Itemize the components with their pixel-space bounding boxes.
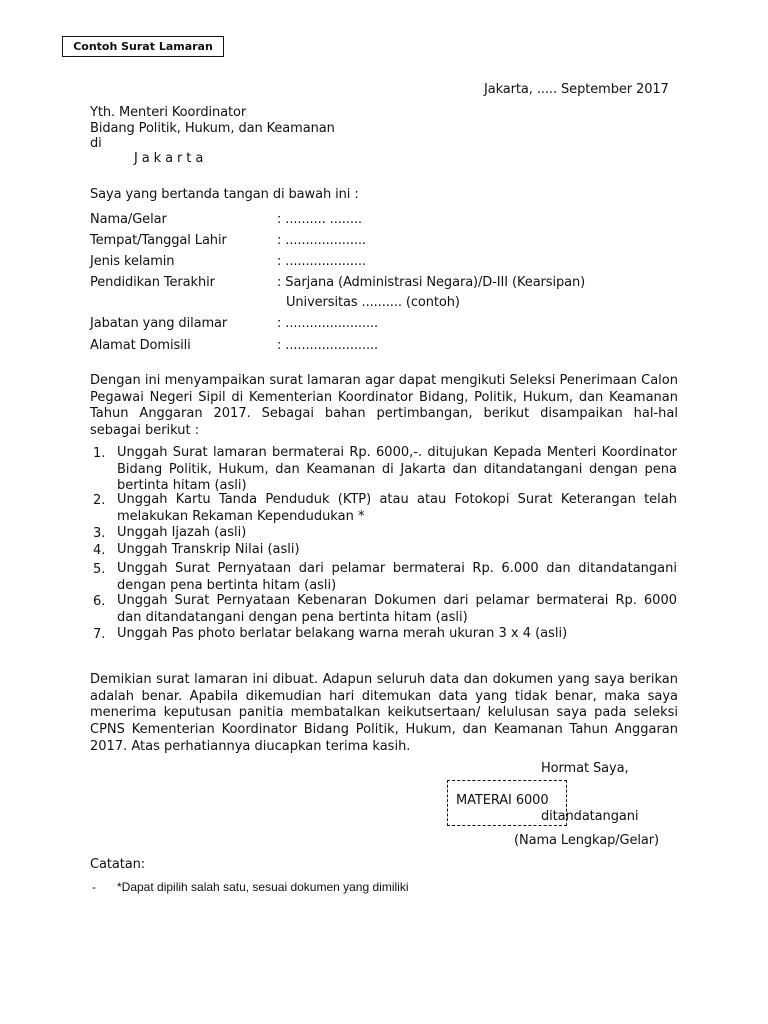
- list-item-line: Unggah Surat lamaran bermaterai Rp. 6000,-. ditujukan Kepada Menteri Koordinator: [117, 445, 677, 460]
- list-item: [117, 492, 677, 525]
- addressee-line-3: di: [90, 136, 102, 151]
- list-item-line: Unggah Surat Pernyataan Kebenaran Dokumen dari pelamar bermaterai Rp. 6000: [117, 593, 677, 608]
- list-item: [117, 525, 677, 542]
- paragraph-line: Pegawai Negeri Sipil di Kementerian Koordinator Bidang, Politik, Hukum, dan Keamanan: [90, 389, 678, 405]
- list-item-line: Bidang Politik, Hukum, dan Keamanan di Jakarta dan ditandatangani dengan pena: [117, 461, 677, 477]
- notes-text: *Dapat dipilih salah satu, sesuai dokumen yang dimiliki: [117, 880, 409, 894]
- field-label: Nama/Gelar: [90, 212, 167, 227]
- paragraph-line: sebagai berikut :: [90, 423, 200, 439]
- stamp-label: MATERAI 6000: [456, 793, 549, 808]
- list-item-line: Unggah Ijazah (asli): [117, 525, 247, 540]
- field-label: Tempat/Tanggal Lahir: [90, 233, 227, 248]
- list-item-line: dengan pena bertinta hitam (asli): [117, 577, 337, 593]
- list-item-line: Unggah Surat Pernyataan dari pelamar bermaterai Rp. 6.000 dan ditandatangani: [117, 561, 677, 576]
- paragraph-line: CPNS Kementerian Koordinator Bidang Politik, Hukum, dan Keamanan Tahun Anggaran: [90, 722, 678, 738]
- list-item-line: dan ditandatangani dengan pena bertinta hitam (asli): [117, 609, 468, 625]
- list-item: [117, 445, 677, 495]
- paragraph-line: adalah benar. Apabila dikemudian hari ditemukan data yang tidak benar, maka saya: [90, 688, 678, 704]
- field-label: Jenis kelamin: [90, 254, 175, 269]
- list-number: 2.: [93, 493, 106, 508]
- paragraph-line: Tahun Anggaran 2017. Sebagai bahan pertimbangan, berikut disampaikan hal-hal: [90, 406, 678, 422]
- paragraph-line: Dengan ini menyampaikan surat lamaran agar dapat mengikuti Seleksi Penerimaan Calon: [90, 373, 678, 388]
- body-paragraph: [90, 373, 678, 440]
- field-value: : ....................: [277, 233, 366, 248]
- field-value: : .......................: [277, 316, 379, 331]
- date-line: Jakarta, ..... September 2017: [484, 82, 669, 97]
- addressee-city: J a k a r t a: [134, 151, 204, 166]
- list-item-line: melakukan Rekaman Kependudukan *: [117, 508, 365, 524]
- field-label: Alamat Domisili: [90, 338, 191, 353]
- field-value: : Sarjana (Administrasi Negara)/D-III (Kearsipan): [277, 275, 586, 290]
- field-value: : ....................: [277, 254, 366, 269]
- list-number: 7.: [93, 627, 106, 642]
- paragraph-line: menerima keputusan panitia membatalkan keikutsertaan/ kelulusan saya pada seleksi: [90, 705, 678, 721]
- paragraph-line: Demikian surat lamaran ini dibuat. Adapun seluruh data dan dokumen yang saya berikan: [90, 672, 678, 687]
- field-value-continued: Universitas .......... (contoh): [286, 295, 460, 310]
- closing-paragraph: [90, 672, 678, 756]
- field-label: Jabatan yang dilamar: [90, 316, 228, 331]
- list-number: 5.: [93, 562, 106, 577]
- notes-label: Catatan:: [90, 857, 145, 872]
- field-label: Pendidikan Terakhir: [90, 275, 215, 290]
- signer-name: (Nama Lengkap/Gelar): [514, 833, 659, 848]
- list-number: 3.: [93, 526, 106, 541]
- addressee-line-1: Yth. Menteri Koordinator: [90, 105, 247, 120]
- list-item: [117, 593, 677, 626]
- field-value: : .......................: [277, 338, 379, 353]
- notes-bullet: -: [92, 880, 96, 894]
- document-title: Contoh Surat Lamaran: [62, 36, 224, 57]
- list-number: 1.: [93, 446, 106, 461]
- intro-line: Saya yang bertanda tangan di bawah ini :: [90, 187, 359, 202]
- list-item: [117, 626, 677, 643]
- field-value: : .......... ........: [277, 212, 362, 227]
- list-item: [117, 561, 677, 594]
- list-number: 6.: [93, 594, 106, 609]
- list-number: 4.: [93, 543, 106, 558]
- list-item-line: Unggah Kartu Tanda Penduduk (KTP) atau atau Fotokopi Surat Keterangan telah: [117, 492, 677, 507]
- list-item: [117, 542, 677, 559]
- addressee-line-2: Bidang Politik, Hukum, dan Keamanan: [90, 121, 335, 136]
- list-item-line: bertinta hitam (asli): [117, 478, 247, 493]
- list-item-line: Unggah Pas photo berlatar belakang warna merah ukuran 3 x 4 (asli): [117, 626, 568, 641]
- signature-greeting: Hormat Saya,: [541, 761, 629, 776]
- signed-label: ditandatangani: [541, 809, 639, 824]
- list-item-line: Unggah Transkrip Nilai (asli): [117, 542, 300, 557]
- paragraph-line: 2017. Atas perhatiannya diucapkan terima kasih.: [90, 738, 411, 754]
